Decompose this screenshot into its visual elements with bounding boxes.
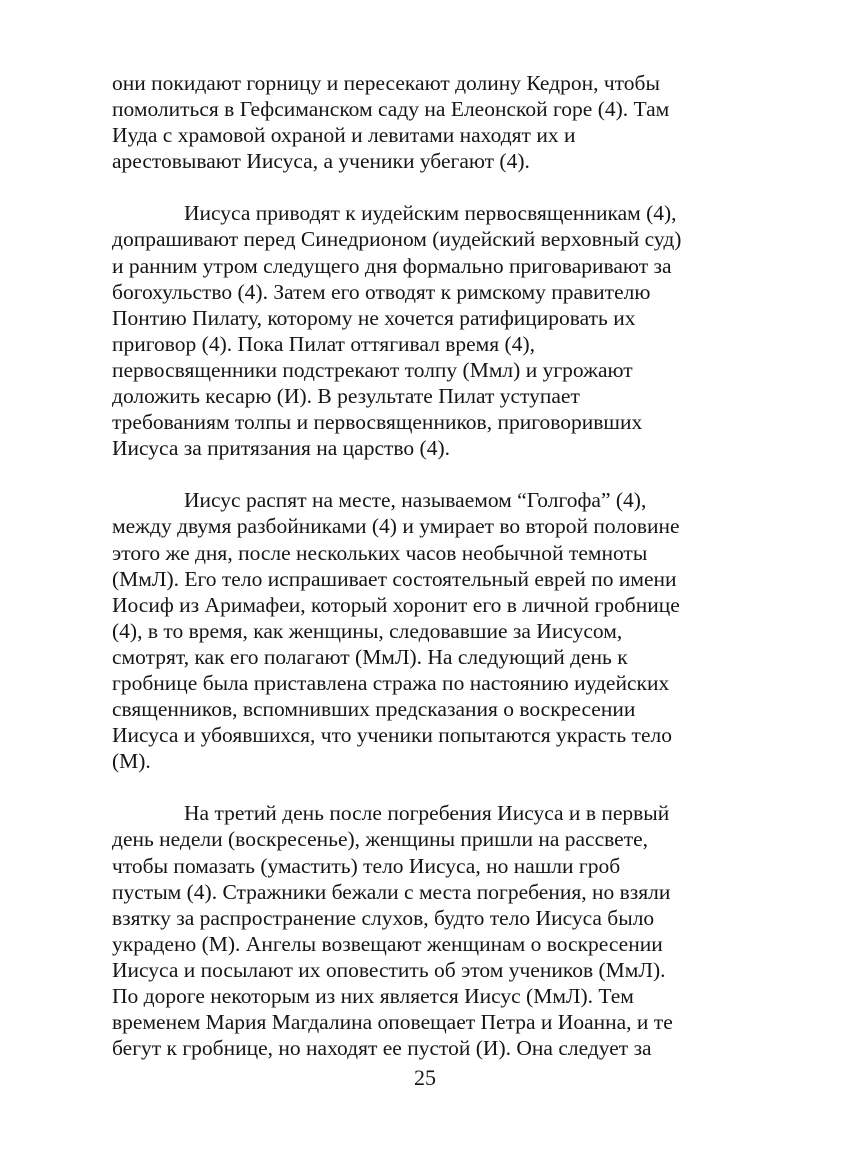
text-line: Иуда с храмовой охраной и левитами находят их и <box>112 123 576 148</box>
paragraph-1 <box>112 70 717 174</box>
text-line: По дороге некоторым из них является Иисус (МмЛ). Тем <box>112 984 634 1008</box>
text-line: Иосиф из Аримафеи, который хоронит его в личной гробнице <box>112 592 680 617</box>
text-line: гробнице была приставлена стража по настоянию иудейских <box>112 670 670 695</box>
text-line: день недели (воскресенье), женщины пришли на рассвете, <box>112 827 649 852</box>
text-line: помолиться в Гефсиманском саду на Елеонской горе (4). Там <box>112 97 670 122</box>
text-line: Понтию Пилату, которому не хочется ратифицировать их <box>112 305 636 330</box>
paragraph-gap <box>112 461 717 487</box>
text-line: бегут к гробнице, но находят ее пустой (И). Она следует за <box>112 1036 652 1061</box>
text-line: (4), в то время, как женщины, следовавшие за Иисусом, <box>112 618 623 643</box>
text-line: первосвященники подстрекают толпу (Ммл) и угрожают <box>112 357 633 382</box>
text-line: Иисуса и посылают их оповестить об этом учеников (МмЛ). <box>112 957 666 982</box>
paragraph-gap <box>112 774 717 800</box>
text-line: временем Мария Магдалина оповещает Петра и Иоанна, и те <box>112 1010 673 1035</box>
paragraph-2 <box>112 200 717 461</box>
text-line: На третий день после погребения Иисуса и в первый <box>184 801 670 826</box>
text-line: между двумя разбойниками (4) и умирает во второй половине <box>112 514 680 539</box>
text-line: чтобы помазать (умастить) тело Иисуса, но нашли гроб <box>112 853 621 878</box>
text-line: Иисуса и убоявшихся, что ученики попытаются украсть тело <box>112 723 672 748</box>
text-line: богохульство (4). Затем его отводят к римскому правителю <box>112 279 651 304</box>
text-line: арестовывают Иисуса, а ученики убегают (4). <box>112 149 530 174</box>
paragraph-3 <box>112 487 717 774</box>
text-line: (МмЛ). Его тело испрашивает состоятельный еврей по имени <box>112 566 677 591</box>
text-line: доложить кесарю (И). В результате Пилат уступает <box>112 384 580 409</box>
text-line: смотрят, как его полагают (МмЛ). На следующий день к <box>112 644 628 669</box>
text-line: пустым (4). Стражники бежали с места погребения, но взяли <box>112 879 671 904</box>
text-line: священников, вспомнивших предсказания о воскресении <box>112 697 636 722</box>
text-line: Иисус распят на месте, называемом “Голгофа” (4), <box>184 488 647 513</box>
text-line: и ранним утром следущего дня формально приговаривают за <box>112 253 672 278</box>
page-number: 25 <box>414 1065 436 1090</box>
text-line: взятку за распространение слухов, будто тело Иисуса было <box>112 905 655 930</box>
text-line: требованиям толпы и первосвященников, приговоривших <box>112 410 643 435</box>
paragraph-gap <box>112 174 717 200</box>
text-line: они покидают горницу и пересекают долину Кедрон, чтобы <box>112 71 660 95</box>
paragraph-4 <box>112 800 717 1061</box>
text-line: допрашивают перед Синедрионом (иудейский верховный суд) <box>112 227 682 252</box>
text-line: этого же дня, после нескольких часов необычной темноты <box>112 540 648 565</box>
text-line: приговор (4). Пока Пилат оттягивал время (4), <box>112 331 535 356</box>
body-text <box>112 70 717 1061</box>
text-line: Иисуса за притязания на царство (4). <box>112 436 450 461</box>
text-line: (М). <box>112 749 151 774</box>
text-line: украдено (М). Ангелы возвещают женщинам о воскресении <box>112 931 663 956</box>
text-line: Иисуса приводят к иудейским первосвященникам (4), <box>184 201 677 226</box>
